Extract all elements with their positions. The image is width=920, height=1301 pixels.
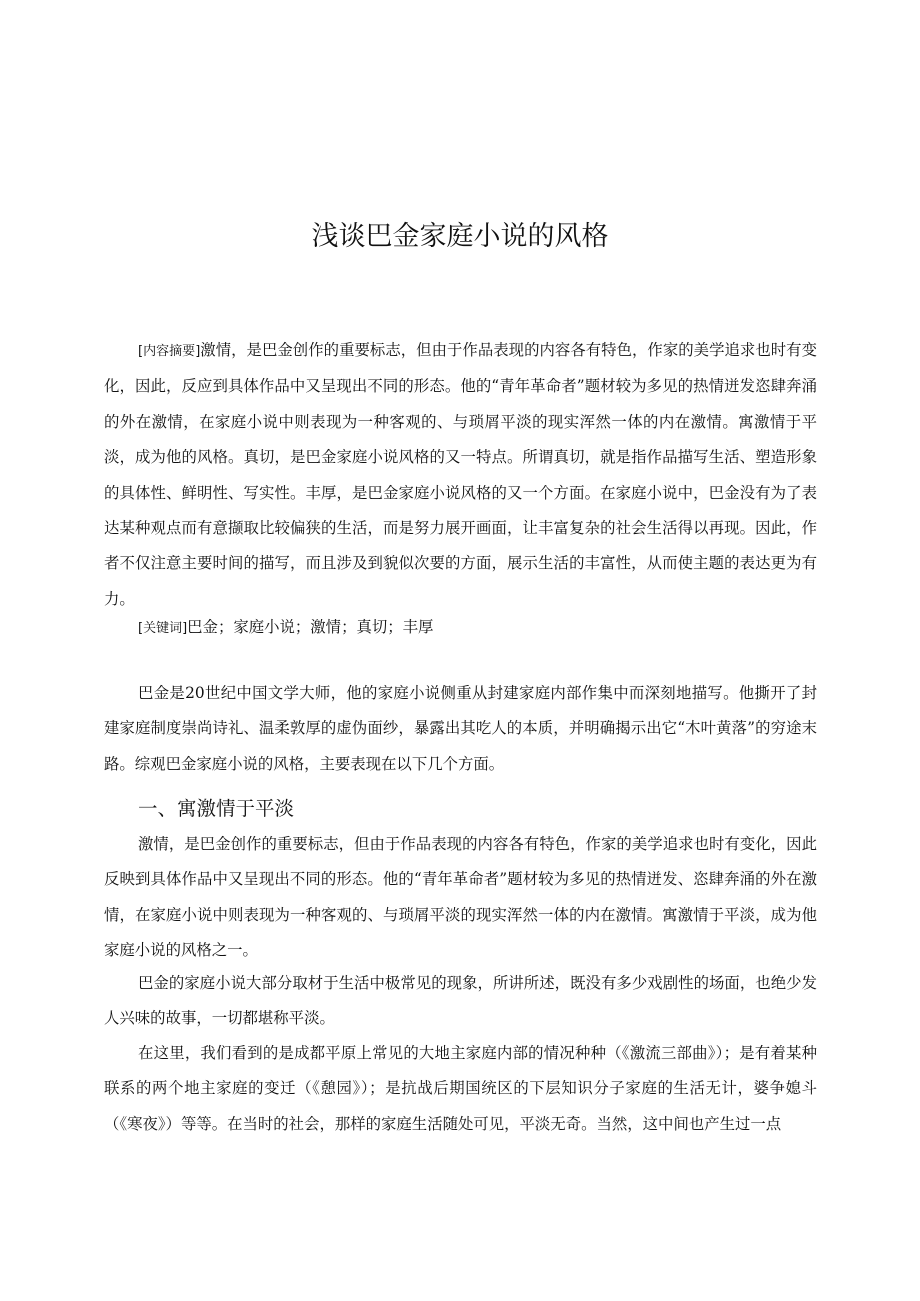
body-paragraph-1: 激情，是巴金创作的重要标志，但由于作品表现的内容各有特色，作家的美学追求也时有变化，因此反映到具体作品中又呈现出不同的形态。他的“青年革命者”题材较为多见的热情迸发、恣肆奔涌的外在激情，在家庭小说中则表现为一种客观的、与琐屑平淡的现实浑然一体的内在激情。寓激情于平淡，成为他家庭小说的风格之一。 bbox=[104, 835, 817, 960]
abstract-label: [内容摘要] bbox=[138, 344, 201, 359]
body-paragraph-2: 巴金的家庭小说大部分取材于生活中极常见的现象，所讲所述，既没有多少戏剧性的场面，也绝少发人兴味的故事，一切都堪称平淡。 bbox=[104, 974, 817, 1028]
keywords-text: 巴金；家庭小说；激情；真切；丰厚 bbox=[187, 618, 434, 636]
abstract-paragraph bbox=[104, 333, 817, 617]
body-paragraph-3: 在这里，我们看到的是成都平原上常见的大地主家庭内部的情况种种（《激流三部曲》）；是有着某种联系的两个地主家庭的变迁（《憩园》）；是抗战后期国统区的下层知识分子家庭的生活无计，婆争媳斗（《寒夜》）等等。在当时的社会，那样的家庭生活随处可见，平淡无奇。当然，这中间也产生过一点 bbox=[104, 1044, 817, 1133]
intro-paragraph: 巴金是20世纪中国文学大师，他的家庭小说侧重从封建家庭内部作集中而深刻地描写。他撕开了封建家庭制度崇尚诗礼、温柔敦厚的虚伪面纱，暴露出其吃人的本质，并明确揭示出它“木叶黄落”的穷途末路。综观巴金家庭小说的风格，主要表现在以下几个方面。 bbox=[104, 684, 817, 773]
document-title: 浅谈巴金家庭小说的风格 bbox=[311, 221, 609, 252]
section-heading: 一、寓激情于平淡 bbox=[138, 797, 295, 820]
keywords-paragraph bbox=[104, 610, 817, 646]
abstract-text: 激情，是巴金创作的重要标志，但由于作品表现的内容各有特色，作家的美学追求也时有变化，因此，反应到具体作品中又呈现出不同的形态。他的“青年革命者”题材较为多见的热情迸发恣肆奔涌的外在激情，在家庭小说中则表现为一种客观的、与琐屑平淡的现实浑然一体的内在激情。寓激情于平淡，成为他的风格。真切，是巴金家庭小说风格的又一特点。所谓真切，就是指作品描写生活、塑造形象的具体性、鲜明性、写实性。丰厚，是巴金家庭小说风格的又一个方面。在家庭小说中，巴金没有为了表达某种观点而有意撷取比较偏狭的生活，而是努力展开画面，让丰富复杂的社会生活得以再现。因此，作者不仅注意主要时间的描写，而且涉及到貌似次要的方面，展示生活的丰富性，从而使主题的表达更为有力。 bbox=[104, 341, 817, 608]
keywords-label: [关键词] bbox=[138, 621, 188, 636]
